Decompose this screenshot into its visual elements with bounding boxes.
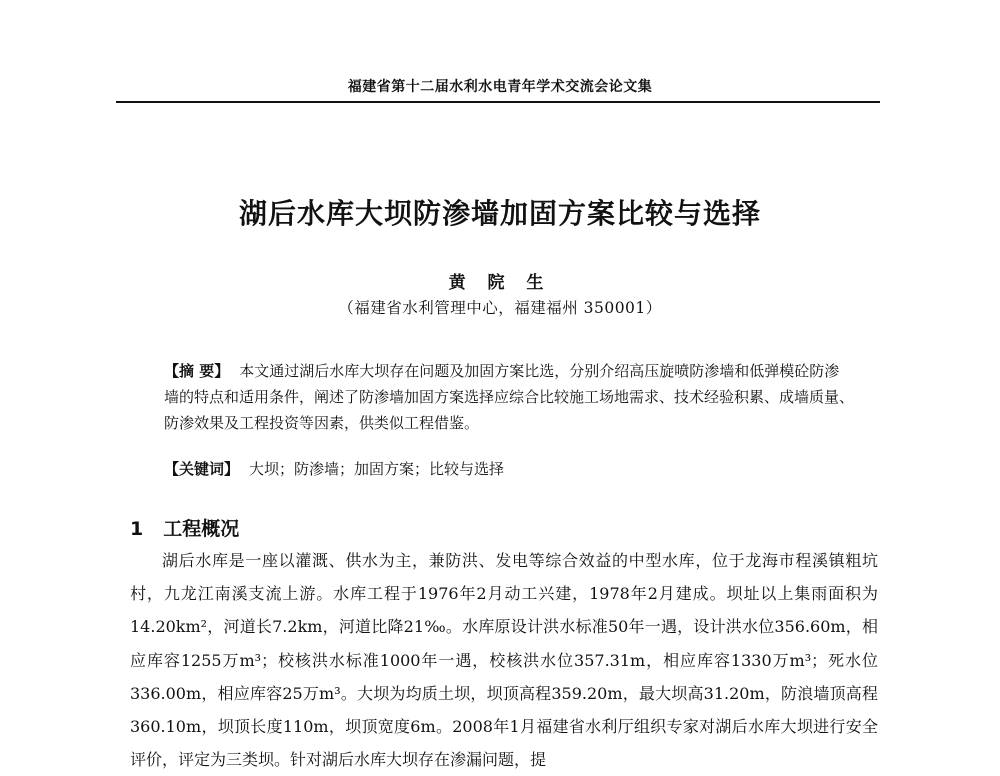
section-title: 工程概况 bbox=[163, 518, 240, 540]
running-header: 福建省第十二届水利水电青年学术交流会论文集 bbox=[347, 79, 653, 95]
section-paragraph: 湖后水库是一座以灌溉、供水为主，兼防洪、发电等综合效益的中型水库，位于龙海市程溪镇粗坑村，九龙江南溪支流上游。水库工程于1976年2月动工兴建，1978年2月建成。坝址以上集雨面积为14.20km²，河道长7.2km，河道比降21‰。水库原设计洪水标准50年一遇，设计洪水位356.60m，相应库容1255万m³；校核洪水标准1000年一遇，校核洪水位357.31m，相应库容1330万m³；死水位336.00m，相应库容25万m³。大坝为均质土坝，坝顶高程359.20m，最大坝高31.20m，防浪墙顶高程360.10m，坝顶长度110m，坝顶宽度6m。2008年1月福建省水利厅组织专家对湖后水库大坝进行安全评价，评定为三类坝。针对湖后水库大坝存在渗漏问题，提 bbox=[130, 551, 878, 770]
abstract-paragraph bbox=[164, 358, 854, 436]
author-name: 黄 院 生 bbox=[448, 273, 552, 293]
abstract-block bbox=[164, 358, 854, 436]
paper-title: 湖后水库大坝防渗墙加固方案比较与选择 bbox=[238, 197, 761, 230]
abstract-text: 本文通过湖后水库大坝存在问题及加固方案比选，分别介绍高压旋喷防渗墙和低弹模砼防渗墙的特点和适用条件，阐述了防渗墙加固方案选择应综合比较施工场地需求、技术经验积累、成墙质量、防渗效果及工程投资等因素，供类似工程借鉴。 bbox=[164, 362, 855, 432]
author-affiliation: （福建省水利管理中心，福建福州 350001） bbox=[338, 299, 662, 317]
header-rule bbox=[116, 101, 880, 103]
section-number: 1 bbox=[130, 518, 144, 540]
keywords-block bbox=[164, 456, 854, 482]
abstract-label: 【摘 要】 bbox=[164, 362, 230, 380]
section-heading bbox=[130, 514, 239, 541]
keywords-text: 大坝；防渗墙；加固方案；比较与选择 bbox=[249, 460, 505, 478]
keywords-label: 【关键词】 bbox=[164, 460, 240, 478]
